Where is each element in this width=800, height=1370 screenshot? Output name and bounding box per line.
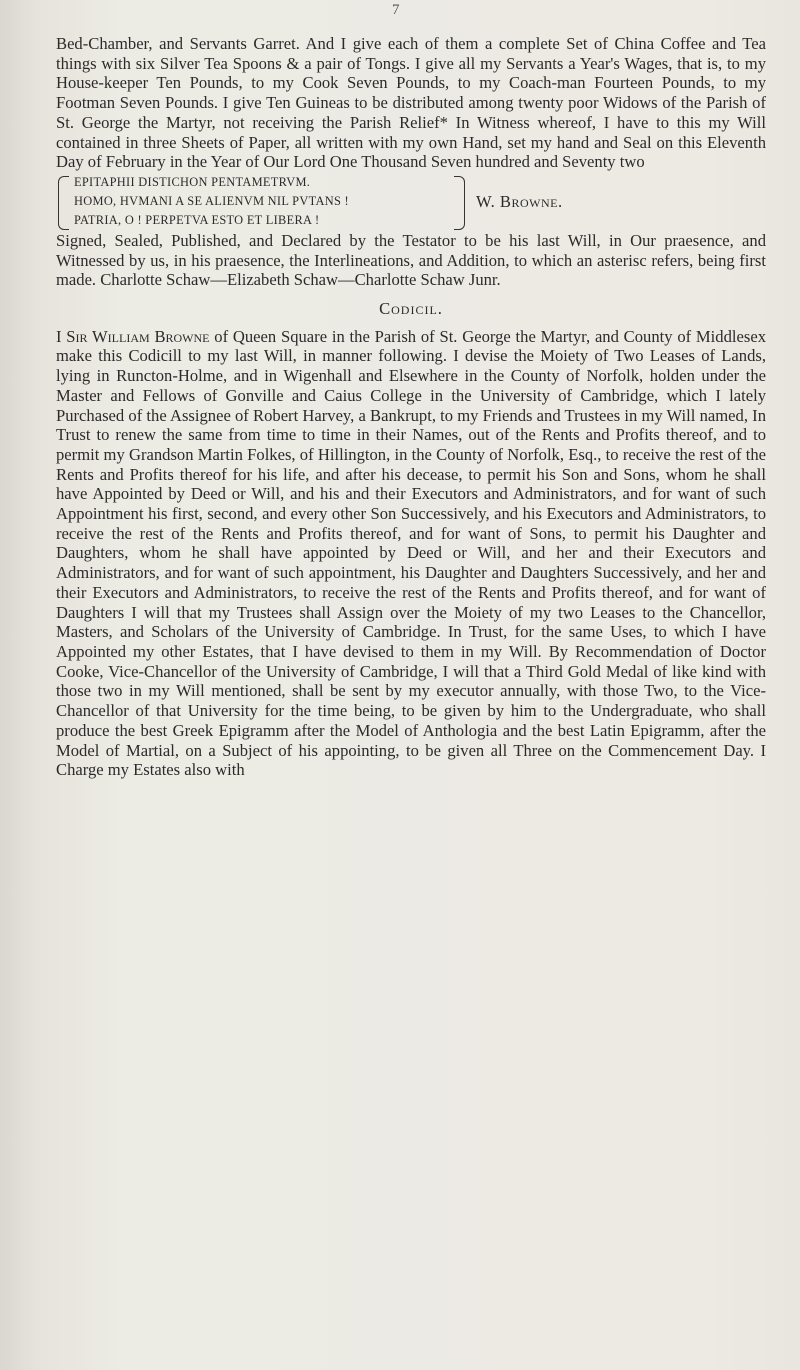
epitaph-line-1: HOMO, HVMANI A SE ALIENVM NIL PVTANS !	[74, 193, 349, 208]
text-column	[56, 34, 766, 780]
codicil-lead: I Sir William Browne	[56, 326, 210, 346]
epitaph-line-title: EPITAPHII DISTICHON PENTAMETRVM.	[74, 174, 311, 189]
page-number: 7	[392, 2, 400, 18]
will-closing-paragraph: Bed-Chamber, and Servants Garret. And I give each of them a complete Set of China Coffee and Tea things with six Silver Tea Spoons & a pair of Tongs. I give all my Servants a Year's Wages, that is, to my House-keeper Ten Pounds, to my Cook Seven Pounds, to my Coach-man Fourteen Pounds, to my Footman Seven Pounds. I give Ten Guineas to be distributed among twenty poor Widows of the Parish of St. George the Martyr, not receiving the Parish Relief* In Witness whereof, I have to this my Will contained in three Sheets of Paper, all written with my own Hand, set my hand and Seal on this Eleventh Day of February in the Year of Our Lord One Thousand Seven hundred and Seventy two	[56, 34, 766, 172]
codicil-paragraph	[56, 327, 766, 780]
right-brace	[454, 176, 465, 230]
epitaph-block	[56, 173, 766, 231]
codicil-heading: Codicil.	[379, 299, 443, 319]
left-brace	[58, 176, 69, 230]
epitaph-line-2: PATRIA, O ! PERPETVA ESTO ET LIBERA !	[74, 212, 320, 227]
testator-signature: W. Browne.	[476, 191, 563, 211]
epitaph-lines	[74, 173, 349, 230]
attestation-paragraph: Signed, Sealed, Published, and Declared by the Testator to be his last Will, in Our praesence, and Witnessed by us, in his praesence, the Interlineations, and Addition, to which an asterisc refers, being first made. Charlotte Schaw—Elizabeth Schaw—Charlotte Schaw Junr.	[56, 230, 766, 290]
codicil-text: of Queen Square in the Parish of St. George the Martyr, and County of Middlesex make this Codicill to my last Will, in manner following. I devise the Moiety of Two Leases of Lands, lying in Runcton-Holme, and in Wigenhall and Elsewhere in the County of Norfolk, holden under the Master and Fellows of Gonville and Caius College in the University of Cambridge, which I lately Purchased of the Assignee of Robert Harvey, a Bankrupt, to my Friends and Trustees in my Will named, In Trust to renew the same from time to time in their Names, out of the Rents and Profits thereof, and to permit my Grandson Martin Folkes, of Hillington, in the County of Norfolk, Esq., to receive the rest of the Rents and Profits thereof for his life, and after his decease, to permit his Son and Sons, whom he shall have Appointed by Deed or Will, and his and their Executors and Administrators, and for want of such Appointment his first, second, and every other Son Successively, and his Executors and Administrators, to receive the rest of the Rents and Profits thereof, and for want of Sons, to permit his Daughter and Daughters, whom he shall have appointed by Deed or Will, and her and their Executors and Administrators, and for want of such appointment, his Daughter and Daughters Successively, and her and their Executors and Administrators, to receive the rest of the Rents and Profits thereof, and for want of Daughters I will that my Trustees shall Assign over the Moiety of my two Leases to the Chancellor, Masters, and Scholars of the University of Cambridge. In Trust, for the same Uses, to which I have Appointed my other Estates, that I have devised to them in my Will. By Recommendation of Doctor Cooke, Vice-Chancellor of the University of Cambridge, I will that a Third Gold Medal of like kind with those two in my Will mentioned, shall be sent by my executor annually, with those Two, to the Vice-Chancellor of that University for the time being, to be given by him to the Undergraduate, who shall produce the best Greek Epigramm after the Model of Anthologia and the best Latin Epigramm, after the Model of Martial, on a Subject of his appointing, to be given all Three on the Commencement Day. I Charge my Estates also with	[56, 326, 766, 780]
